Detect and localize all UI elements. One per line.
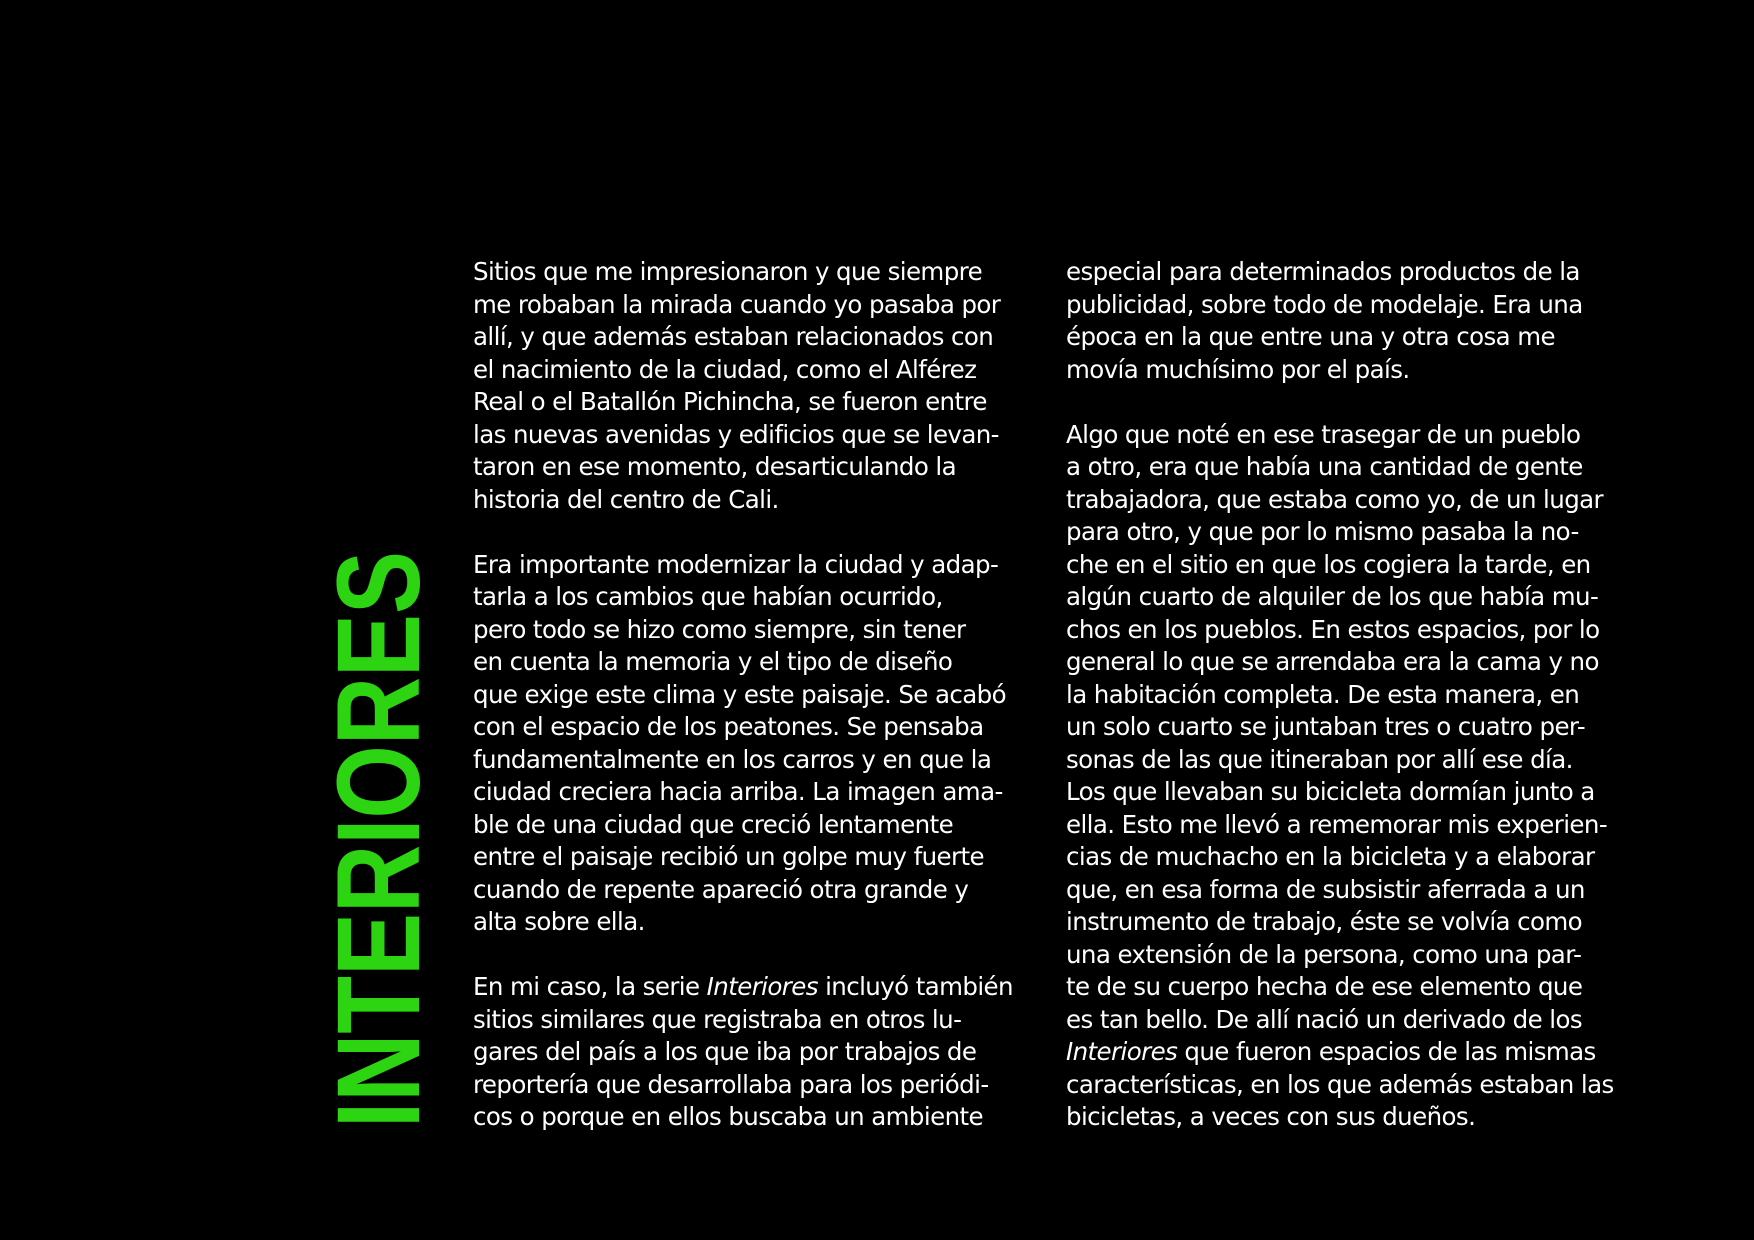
vertical-title-block [313, 551, 445, 1128]
text-line: sonas de las que itineraban por allí ese día. [1066, 744, 1573, 774]
text-fragment: incluyó también [817, 972, 1013, 1001]
text-line: a otro, era que había una cantidad de gente [1066, 452, 1583, 481]
text-line: entre el paisaje recibió un golpe muy fuerte [473, 842, 984, 871]
text-line: un solo cuarto se juntaban tres o cuatro per- [1066, 712, 1586, 741]
text-fragment: En mi caso, la serie [473, 972, 707, 1001]
paragraph [1066, 256, 1646, 386]
text-line: taron en ese momento, desarticulando la [473, 452, 957, 481]
text-line: Real o el Batallón Pichincha, se fueron entre [473, 387, 987, 416]
text-line: es tan bello. De allí nació un derivado de los [1066, 1004, 1583, 1034]
text-line: la habitación completa. De esta manera, en [1066, 679, 1580, 709]
text-line: fundamentalmente en los carros y en que la [473, 744, 992, 774]
text-line: alta sobre ella. [473, 907, 645, 936]
text-line: las nuevas avenidas y edificios que se levan- [473, 419, 999, 449]
text-line: te de su cuerpo hecha de ese elemento que [1066, 972, 1583, 1001]
text-fragment: que fueron espacios de las mismas [1177, 1037, 1596, 1066]
series-title-italic: Interiores [1066, 1037, 1178, 1066]
text-line: historia del centro de Cali. [473, 484, 779, 514]
text-line: Era importante modernizar la ciudad y adap- [473, 549, 999, 579]
text-line: el nacimiento de la ciudad, como el Alférez [473, 354, 977, 384]
text-line: cias de muchacho en la bicicleta y a elaborar [1066, 842, 1595, 871]
page-title-text: INTERIORES [313, 551, 445, 1128]
text-line: con el espacio de los peatones. Se pensaba [473, 712, 984, 741]
text-line: gares del país a los que iba por trabajos de [473, 1037, 977, 1066]
page-title [313, 551, 445, 1128]
text-line: características, en los que además estaban las [1066, 1069, 1614, 1099]
text-line: general lo que se arrendaba era la cama y no [1066, 647, 1599, 676]
text-line: publicidad, sobre todo de modelaje. Era una [1066, 289, 1583, 319]
paragraph [1066, 419, 1646, 1134]
text-line: trabajadora, que estaba como yo, de un lugar [1066, 484, 1604, 514]
text-line: me robaban la mirada cuando yo pasaba por [473, 289, 1001, 319]
text-line: especial para determinados productos de la [1066, 257, 1580, 286]
text-line: cuando de repente apareció otra grande y [473, 874, 969, 904]
text-line: movía muchísimo por el país. [1066, 354, 1410, 384]
text-column-right [1066, 256, 1646, 1166]
text-line: Sitios que me impresionaron y que siempre [473, 257, 983, 286]
text-line: che en el sitio en que los cogiera la tarde, en [1066, 549, 1591, 579]
text-line: reportería que desarrollaba para los periódi- [473, 1069, 989, 1099]
text-line: que exige este clima y este paisaje. Se acabó [473, 679, 1007, 709]
text-line: ble de una ciudad que creció lentamente [473, 809, 954, 839]
text-line: Algo que noté en ese trasegar de un pueblo [1066, 419, 1581, 449]
text-line: una extensión de la persona, como una par- [1066, 939, 1582, 969]
text-line [473, 971, 1053, 1004]
text-line: para otro, y que por lo mismo pasaba la no- [1066, 517, 1579, 546]
text-line: cos o porque en ellos buscaba un ambiente [473, 1102, 983, 1131]
text-line: algún cuarto de alquiler de los que había mu- [1066, 582, 1599, 611]
text-line: bicicletas, a veces con sus dueños. [1066, 1102, 1476, 1131]
text-column-left [473, 256, 1053, 1166]
text-line: en cuenta la memoria y el tipo de diseño [473, 647, 953, 676]
text-line: instrumento de trabajo, éste se volvía como [1066, 907, 1583, 936]
text-line: pero todo se hizo como siempre, sin tener [473, 614, 966, 644]
text-line: allí, y que además estaban relacionados con [473, 322, 994, 351]
text-line: Los que llevaban su bicicleta dormían junto a [1066, 777, 1595, 806]
text-line: ella. Esto me llevó a rememorar mis experien- [1066, 809, 1608, 839]
text-line: ciudad creciera hacia arriba. La imagen ama- [473, 777, 1003, 806]
paragraph [473, 549, 1053, 939]
series-title-italic: Interiores [706, 972, 818, 1001]
text-line: sitios similares que registraba en otros lu- [473, 1004, 962, 1034]
text-line [1066, 1036, 1646, 1069]
paragraph [473, 971, 1053, 1134]
text-line: que, en esa forma de subsistir aferrada a un [1066, 874, 1585, 904]
text-line: época en la que entre una y otra cosa me [1066, 322, 1556, 351]
text-line: chos en los pueblos. En estos espacios, por lo [1066, 614, 1600, 644]
paragraph [473, 256, 1053, 516]
text-line: tarla a los cambios que habían ocurrido, [473, 582, 943, 611]
